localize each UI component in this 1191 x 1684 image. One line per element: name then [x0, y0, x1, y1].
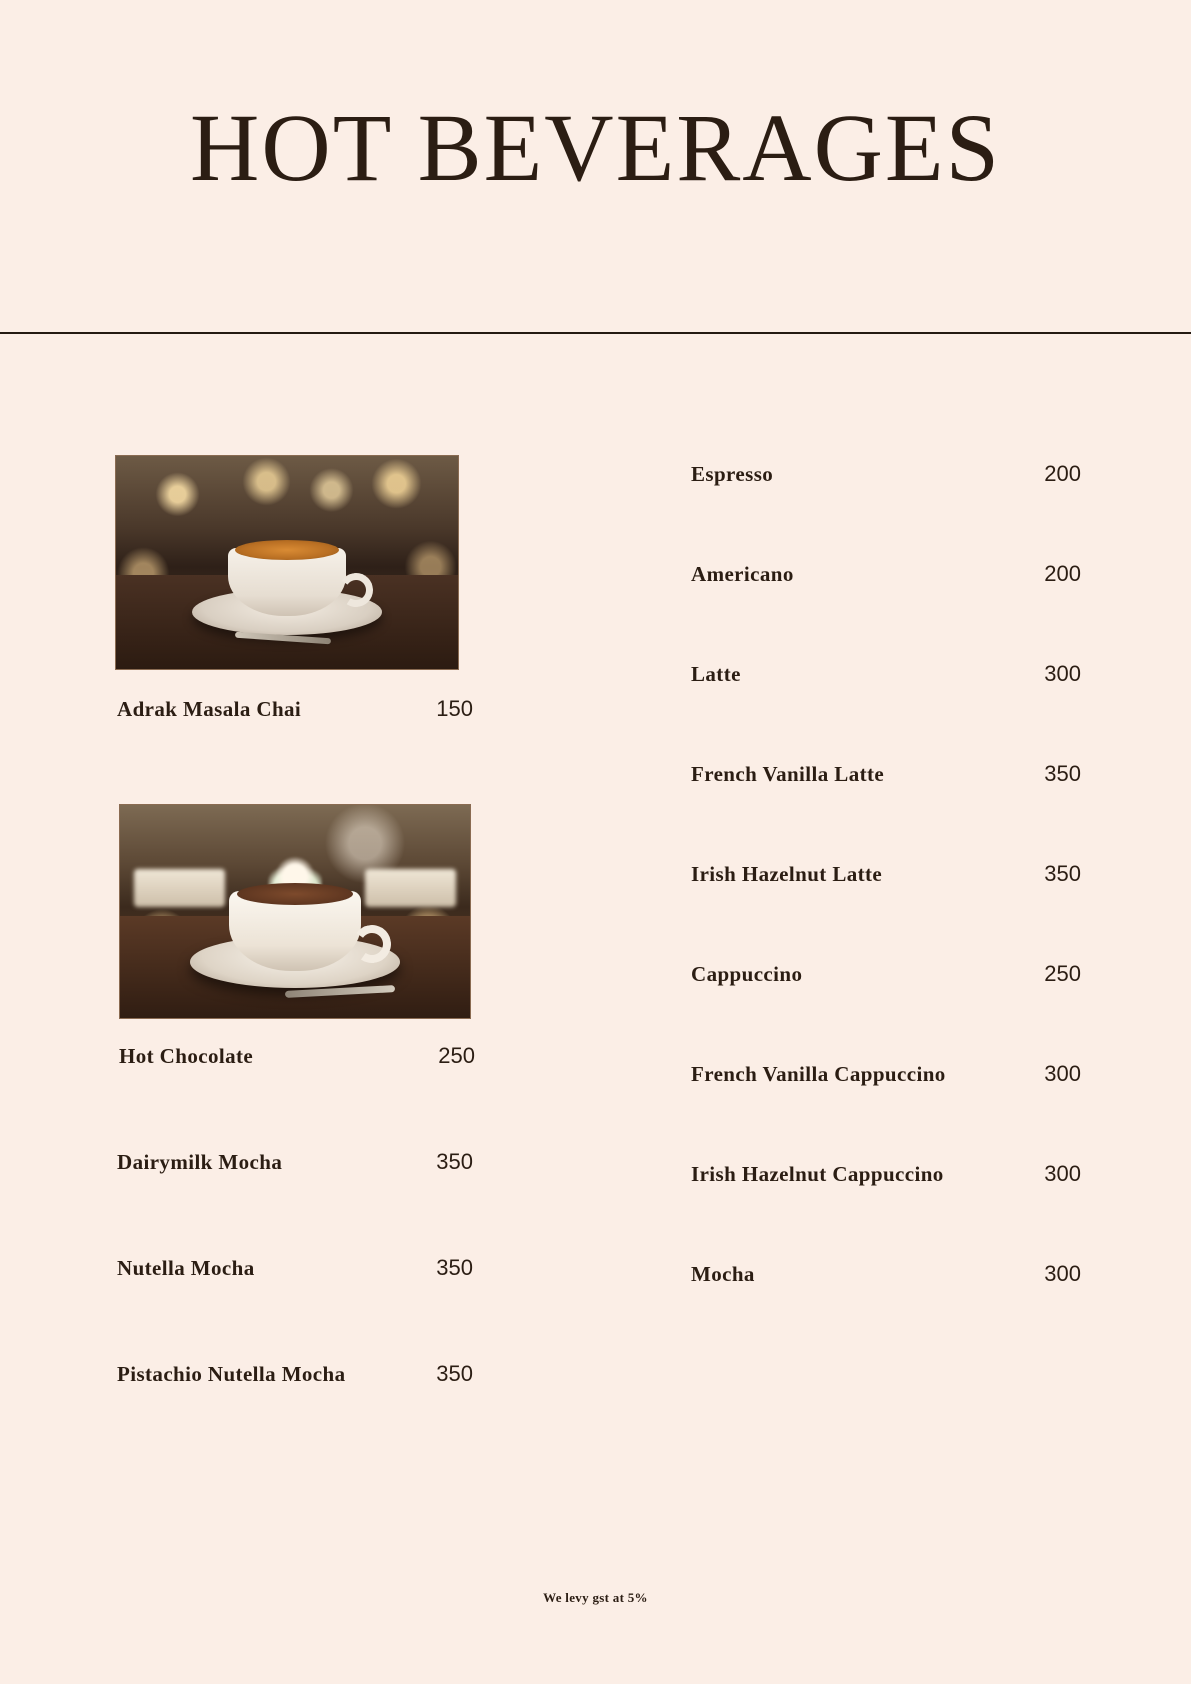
- menu-item-name: Cappuccino: [691, 962, 803, 986]
- menu-item-dairymilk-mocha: [115, 1149, 495, 1175]
- menu-item-price: 300: [1044, 1161, 1081, 1186]
- menu-item-price: 300: [1044, 661, 1081, 686]
- menu-item-price: 300: [1044, 1261, 1081, 1286]
- menu-item-name: French Vanilla Cappuccino: [691, 1062, 946, 1086]
- menu-item-price: 350: [436, 1149, 473, 1174]
- menu-item-french-vanilla-latte: [691, 761, 1081, 787]
- adrak-masala-chai-photo: [115, 455, 459, 670]
- menu-content: [0, 455, 1191, 1387]
- menu-item-price: 350: [1044, 861, 1081, 886]
- menu-item-name: Americano: [691, 562, 794, 586]
- photo-background-table-right: [365, 869, 456, 907]
- menu-item-name: Adrak Masala Chai: [117, 697, 302, 721]
- menu-item-name: Nutella Mocha: [117, 1256, 255, 1280]
- menu-item-price: 350: [1044, 761, 1081, 786]
- menu-item-nutella-mocha: [115, 1255, 495, 1281]
- menu-item-price: 350: [436, 1361, 473, 1386]
- column-gap: [495, 455, 691, 1387]
- gst-note: We levy gst at 5%: [543, 1590, 648, 1605]
- menu-item-price: 200: [1044, 461, 1081, 486]
- hot-chocolate-photo-wrapper: [115, 804, 495, 1019]
- menu-item-irish-hazelnut-cappuccino: [691, 1161, 1081, 1187]
- menu-item-mocha: [691, 1261, 1081, 1287]
- menu-item-name: Hot Chocolate: [119, 1044, 254, 1068]
- menu-item-price: 200: [1044, 561, 1081, 586]
- menu-item-price: 250: [1044, 961, 1081, 986]
- menu-item-name: Mocha: [691, 1262, 755, 1286]
- menu-item-price: 300: [1044, 1061, 1081, 1086]
- title-divider: [0, 332, 1191, 334]
- photo-chocolate-surface: [237, 883, 353, 905]
- hot-chocolate-photo: [119, 804, 471, 1019]
- menu-item-name: Irish Hazelnut Latte: [691, 862, 883, 886]
- menu-item-price: 250: [438, 1043, 475, 1068]
- page-title: HOT BEVERAGES: [190, 94, 1001, 201]
- menu-item-espresso: [691, 461, 1081, 487]
- menu-item-cappuccino: [691, 961, 1081, 987]
- menu-item-name: Dairymilk Mocha: [117, 1150, 283, 1174]
- photo-background-table-left: [134, 869, 225, 907]
- menu-item-americano: [691, 561, 1081, 587]
- menu-item-latte: [691, 661, 1081, 687]
- menu-item-name: French Vanilla Latte: [691, 762, 885, 786]
- left-column: [115, 455, 495, 1387]
- menu-item-name: Espresso: [691, 462, 774, 486]
- photo-coffee-surface: [235, 540, 339, 560]
- menu-item-name: Pistachio Nutella Mocha: [117, 1362, 346, 1386]
- menu-item-price: 150: [436, 696, 473, 721]
- menu-item-adrak-masala-chai: [115, 696, 495, 722]
- menu-item-hot-chocolate: [115, 1043, 495, 1069]
- menu-item-name: Latte: [691, 662, 741, 686]
- menu-item-name: Irish Hazelnut Cappuccino: [691, 1162, 944, 1186]
- menu-item-french-vanilla-cappuccino: [691, 1061, 1081, 1087]
- right-column: [691, 455, 1081, 1387]
- menu-item-irish-hazelnut-latte: [691, 861, 1081, 887]
- menu-item-pistachio-nutella-mocha: [115, 1361, 495, 1387]
- menu-item-price: 350: [436, 1255, 473, 1280]
